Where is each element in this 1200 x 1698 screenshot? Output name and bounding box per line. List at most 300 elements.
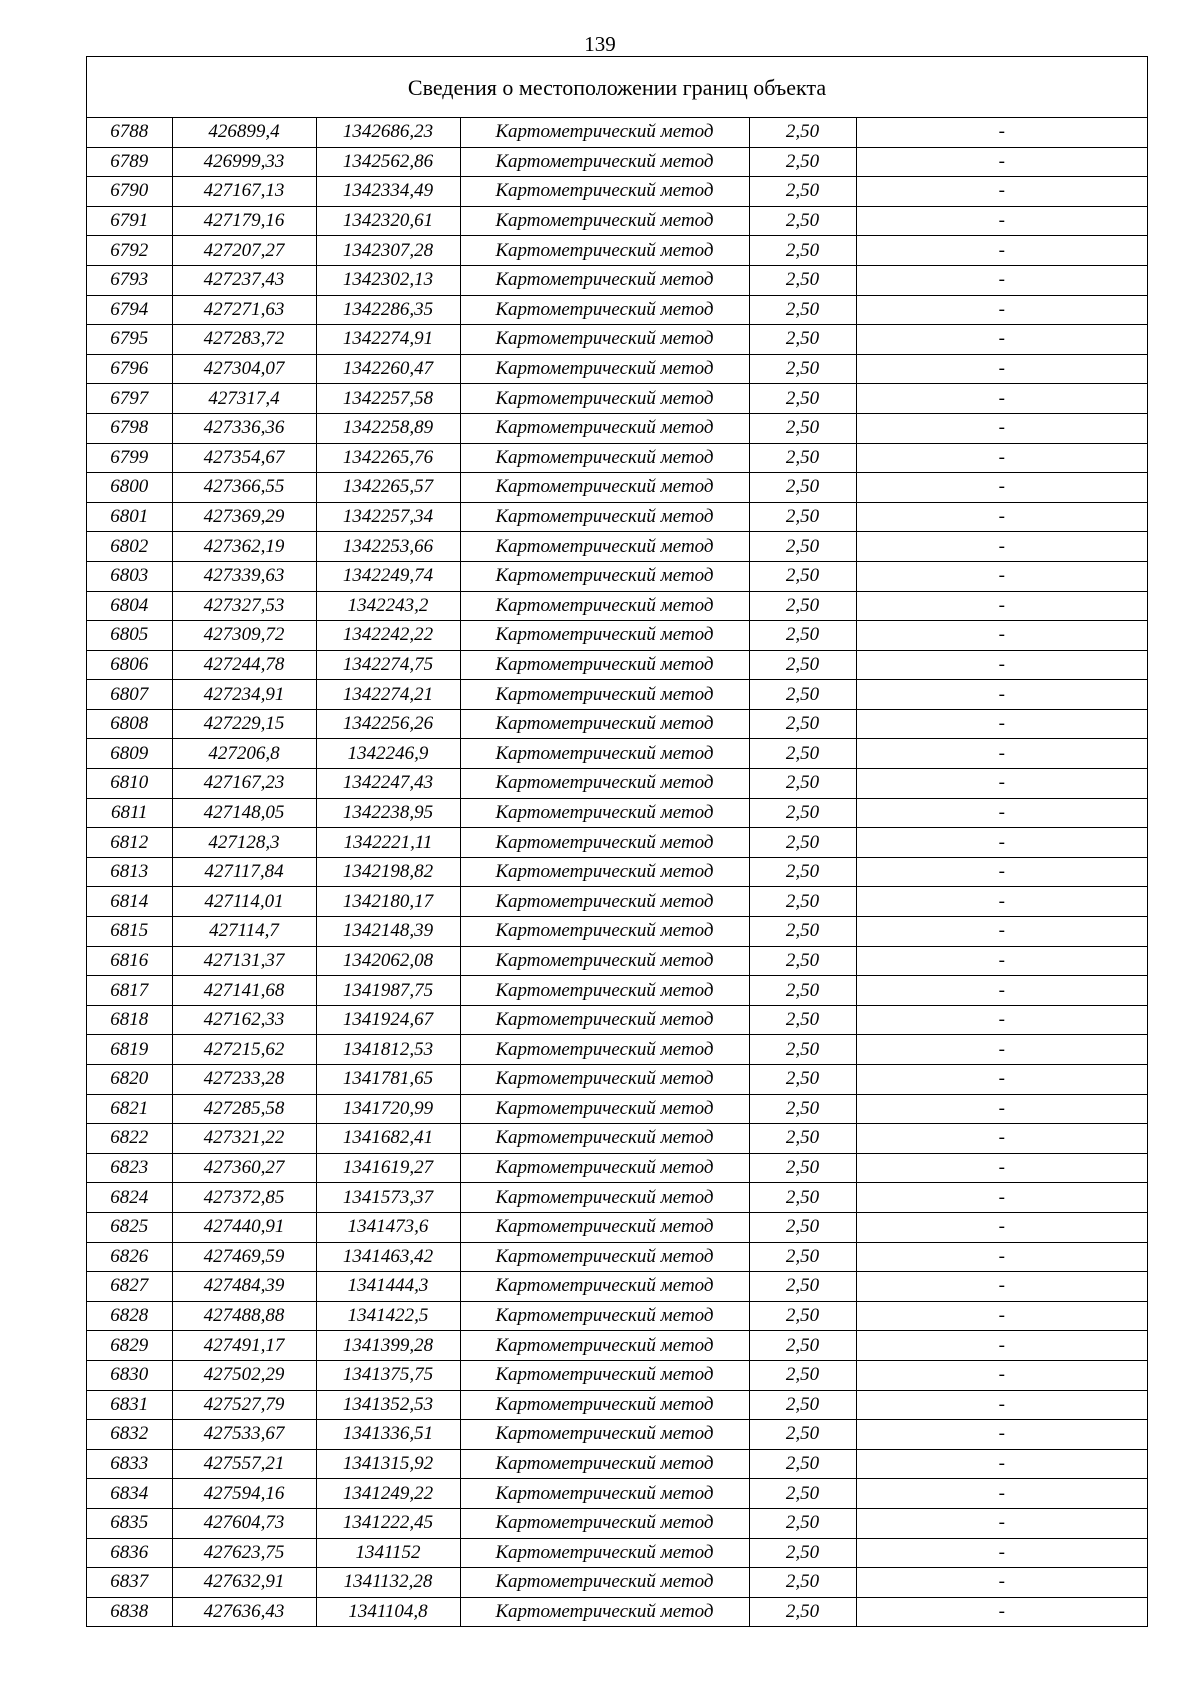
y-coordinate-cell: 1342198,82 xyxy=(316,857,460,887)
x-coordinate-cell: 427339,63 xyxy=(172,561,316,591)
y-coordinate-cell: 1341132,28 xyxy=(316,1568,460,1598)
method-cell: Картометрический метод xyxy=(460,976,749,1006)
accuracy-cell: 2,50 xyxy=(749,413,856,443)
table-row xyxy=(87,1479,1147,1509)
x-coordinate-cell: 427244,78 xyxy=(172,650,316,680)
accuracy-cell: 2,50 xyxy=(749,1597,856,1626)
note-cell: - xyxy=(856,887,1147,917)
x-coordinate-cell: 427369,29 xyxy=(172,502,316,532)
method-cell: Картометрический метод xyxy=(460,1153,749,1183)
note-cell: - xyxy=(856,1153,1147,1183)
x-coordinate-cell: 427604,73 xyxy=(172,1508,316,1538)
method-cell: Картометрический метод xyxy=(460,1005,749,1035)
method-cell: Картометрический метод xyxy=(460,917,749,947)
accuracy-cell: 2,50 xyxy=(749,354,856,384)
accuracy-cell: 2,50 xyxy=(749,1508,856,1538)
method-cell: Картометрический метод xyxy=(460,1420,749,1450)
y-coordinate-cell: 1341463,42 xyxy=(316,1242,460,1272)
note-cell: - xyxy=(856,828,1147,858)
note-cell: - xyxy=(856,709,1147,739)
x-coordinate-cell: 427502,29 xyxy=(172,1360,316,1390)
y-coordinate-cell: 1341249,22 xyxy=(316,1479,460,1509)
y-coordinate-cell: 1341473,6 xyxy=(316,1212,460,1242)
accuracy-cell: 2,50 xyxy=(749,295,856,325)
point-number-cell: 6807 xyxy=(87,680,172,710)
table-row xyxy=(87,1331,1147,1361)
y-coordinate-cell: 1342246,9 xyxy=(316,739,460,769)
x-coordinate-cell: 427309,72 xyxy=(172,621,316,651)
table-row xyxy=(87,1360,1147,1390)
y-coordinate-cell: 1342243,2 xyxy=(316,591,460,621)
accuracy-cell: 2,50 xyxy=(749,1183,856,1213)
table-row xyxy=(87,295,1147,325)
table-row xyxy=(87,1301,1147,1331)
method-cell: Картометрический метод xyxy=(460,798,749,828)
table-row xyxy=(87,502,1147,532)
table-row xyxy=(87,265,1147,295)
note-cell: - xyxy=(856,502,1147,532)
note-cell: - xyxy=(856,177,1147,207)
method-cell: Картометрический метод xyxy=(460,1568,749,1598)
x-coordinate-cell: 427623,75 xyxy=(172,1538,316,1568)
point-number-cell: 6837 xyxy=(87,1568,172,1598)
table-row xyxy=(87,413,1147,443)
y-coordinate-cell: 1342238,95 xyxy=(316,798,460,828)
y-coordinate-cell: 1342249,74 xyxy=(316,561,460,591)
x-coordinate-cell: 427131,37 xyxy=(172,946,316,976)
note-cell: - xyxy=(856,147,1147,177)
x-coordinate-cell: 427491,17 xyxy=(172,1331,316,1361)
note-cell: - xyxy=(856,1331,1147,1361)
accuracy-cell: 2,50 xyxy=(749,591,856,621)
y-coordinate-cell: 1341399,28 xyxy=(316,1331,460,1361)
note-cell: - xyxy=(856,946,1147,976)
accuracy-cell: 2,50 xyxy=(749,325,856,355)
note-cell: - xyxy=(856,1094,1147,1124)
point-number-cell: 6791 xyxy=(87,206,172,236)
note-cell: - xyxy=(856,354,1147,384)
x-coordinate-cell: 427167,23 xyxy=(172,769,316,799)
x-coordinate-cell: 427354,67 xyxy=(172,443,316,473)
accuracy-cell: 2,50 xyxy=(749,1035,856,1065)
point-number-cell: 6818 xyxy=(87,1005,172,1035)
y-coordinate-cell: 1342148,39 xyxy=(316,917,460,947)
point-number-cell: 6816 xyxy=(87,946,172,976)
point-number-cell: 6810 xyxy=(87,769,172,799)
y-coordinate-cell: 1342686,23 xyxy=(316,118,460,147)
table-row xyxy=(87,473,1147,503)
note-cell: - xyxy=(856,1212,1147,1242)
accuracy-cell: 2,50 xyxy=(749,1065,856,1095)
point-number-cell: 6796 xyxy=(87,354,172,384)
x-coordinate-cell: 427304,07 xyxy=(172,354,316,384)
boundary-sheet xyxy=(86,56,1148,1627)
table-row xyxy=(87,1538,1147,1568)
note-cell: - xyxy=(856,857,1147,887)
method-cell: Картометрический метод xyxy=(460,709,749,739)
note-cell: - xyxy=(856,1301,1147,1331)
y-coordinate-cell: 1342247,43 xyxy=(316,769,460,799)
x-coordinate-cell: 427237,43 xyxy=(172,265,316,295)
method-cell: Картометрический метод xyxy=(460,236,749,266)
table-row xyxy=(87,1449,1147,1479)
method-cell: Картометрический метод xyxy=(460,769,749,799)
accuracy-cell: 2,50 xyxy=(749,621,856,651)
accuracy-cell: 2,50 xyxy=(749,177,856,207)
table-row xyxy=(87,325,1147,355)
accuracy-cell: 2,50 xyxy=(749,473,856,503)
method-cell: Картометрический метод xyxy=(460,621,749,651)
note-cell: - xyxy=(856,621,1147,651)
y-coordinate-cell: 1341104,8 xyxy=(316,1597,460,1626)
accuracy-cell: 2,50 xyxy=(749,1094,856,1124)
y-coordinate-cell: 1342265,57 xyxy=(316,473,460,503)
point-number-cell: 6836 xyxy=(87,1538,172,1568)
accuracy-cell: 2,50 xyxy=(749,1479,856,1509)
table-row xyxy=(87,946,1147,976)
note-cell: - xyxy=(856,650,1147,680)
x-coordinate-cell: 427484,39 xyxy=(172,1272,316,1302)
point-number-cell: 6832 xyxy=(87,1420,172,1450)
table-row xyxy=(87,828,1147,858)
note-cell: - xyxy=(856,206,1147,236)
x-coordinate-cell: 427488,88 xyxy=(172,1301,316,1331)
note-cell: - xyxy=(856,1065,1147,1095)
method-cell: Картометрический метод xyxy=(460,1449,749,1479)
point-number-cell: 6792 xyxy=(87,236,172,266)
accuracy-cell: 2,50 xyxy=(749,1124,856,1154)
point-number-cell: 6800 xyxy=(87,473,172,503)
y-coordinate-cell: 1341573,37 xyxy=(316,1183,460,1213)
table-row xyxy=(87,1153,1147,1183)
coordinates-table-body xyxy=(87,118,1147,1626)
point-number-cell: 6809 xyxy=(87,739,172,769)
table-row xyxy=(87,1124,1147,1154)
point-number-cell: 6814 xyxy=(87,887,172,917)
method-cell: Картометрический метод xyxy=(460,177,749,207)
y-coordinate-cell: 1342307,28 xyxy=(316,236,460,266)
note-cell: - xyxy=(856,1420,1147,1450)
note-cell: - xyxy=(856,917,1147,947)
table-row xyxy=(87,532,1147,562)
x-coordinate-cell: 427229,15 xyxy=(172,709,316,739)
accuracy-cell: 2,50 xyxy=(749,680,856,710)
y-coordinate-cell: 1341444,3 xyxy=(316,1272,460,1302)
accuracy-cell: 2,50 xyxy=(749,1301,856,1331)
method-cell: Картометрический метод xyxy=(460,946,749,976)
y-coordinate-cell: 1341152 xyxy=(316,1538,460,1568)
accuracy-cell: 2,50 xyxy=(749,1331,856,1361)
point-number-cell: 6797 xyxy=(87,384,172,414)
table-row xyxy=(87,384,1147,414)
accuracy-cell: 2,50 xyxy=(749,798,856,828)
table-row xyxy=(87,857,1147,887)
point-number-cell: 6799 xyxy=(87,443,172,473)
table-row xyxy=(87,561,1147,591)
y-coordinate-cell: 1342265,76 xyxy=(316,443,460,473)
accuracy-cell: 2,50 xyxy=(749,384,856,414)
method-cell: Картометрический метод xyxy=(460,739,749,769)
point-number-cell: 6825 xyxy=(87,1212,172,1242)
method-cell: Картометрический метод xyxy=(460,118,749,147)
note-cell: - xyxy=(856,1272,1147,1302)
x-coordinate-cell: 427233,28 xyxy=(172,1065,316,1095)
x-coordinate-cell: 427527,79 xyxy=(172,1390,316,1420)
method-cell: Картометрический метод xyxy=(460,1035,749,1065)
method-cell: Картометрический метод xyxy=(460,650,749,680)
x-coordinate-cell: 427285,58 xyxy=(172,1094,316,1124)
accuracy-cell: 2,50 xyxy=(749,917,856,947)
coordinates-table xyxy=(87,118,1147,1626)
accuracy-cell: 2,50 xyxy=(749,1420,856,1450)
note-cell: - xyxy=(856,1479,1147,1509)
y-coordinate-cell: 1342256,26 xyxy=(316,709,460,739)
y-coordinate-cell: 1341781,65 xyxy=(316,1065,460,1095)
y-coordinate-cell: 1342062,08 xyxy=(316,946,460,976)
point-number-cell: 6808 xyxy=(87,709,172,739)
accuracy-cell: 2,50 xyxy=(749,946,856,976)
method-cell: Картометрический метод xyxy=(460,413,749,443)
x-coordinate-cell: 427167,13 xyxy=(172,177,316,207)
accuracy-cell: 2,50 xyxy=(749,1242,856,1272)
note-cell: - xyxy=(856,739,1147,769)
note-cell: - xyxy=(856,1035,1147,1065)
point-number-cell: 6813 xyxy=(87,857,172,887)
accuracy-cell: 2,50 xyxy=(749,739,856,769)
table-row xyxy=(87,709,1147,739)
method-cell: Картометрический метод xyxy=(460,1065,749,1095)
x-coordinate-cell: 427148,05 xyxy=(172,798,316,828)
point-number-cell: 6811 xyxy=(87,798,172,828)
method-cell: Картометрический метод xyxy=(460,1597,749,1626)
x-coordinate-cell: 427207,27 xyxy=(172,236,316,266)
note-cell: - xyxy=(856,532,1147,562)
note-cell: - xyxy=(856,413,1147,443)
point-number-cell: 6801 xyxy=(87,502,172,532)
method-cell: Картометрический метод xyxy=(460,354,749,384)
note-cell: - xyxy=(856,1005,1147,1035)
page-number: 139 xyxy=(584,32,616,56)
note-cell: - xyxy=(856,384,1147,414)
x-coordinate-cell: 427271,63 xyxy=(172,295,316,325)
note-cell: - xyxy=(856,1360,1147,1390)
table-row xyxy=(87,1005,1147,1035)
note-cell: - xyxy=(856,1538,1147,1568)
point-number-cell: 6820 xyxy=(87,1065,172,1095)
note-cell: - xyxy=(856,473,1147,503)
table-row xyxy=(87,1420,1147,1450)
table-row xyxy=(87,887,1147,917)
method-cell: Картометрический метод xyxy=(460,1360,749,1390)
point-number-cell: 6828 xyxy=(87,1301,172,1331)
table-row xyxy=(87,354,1147,384)
method-cell: Картометрический метод xyxy=(460,1272,749,1302)
point-number-cell: 6819 xyxy=(87,1035,172,1065)
point-number-cell: 6802 xyxy=(87,532,172,562)
y-coordinate-cell: 1342253,66 xyxy=(316,532,460,562)
x-coordinate-cell: 427336,36 xyxy=(172,413,316,443)
point-number-cell: 6817 xyxy=(87,976,172,1006)
accuracy-cell: 2,50 xyxy=(749,1153,856,1183)
y-coordinate-cell: 1341336,51 xyxy=(316,1420,460,1450)
method-cell: Картометрический метод xyxy=(460,680,749,710)
method-cell: Картометрический метод xyxy=(460,1242,749,1272)
point-number-cell: 6833 xyxy=(87,1449,172,1479)
y-coordinate-cell: 1342257,58 xyxy=(316,384,460,414)
y-coordinate-cell: 1342258,89 xyxy=(316,413,460,443)
table-row xyxy=(87,976,1147,1006)
note-cell: - xyxy=(856,1242,1147,1272)
accuracy-cell: 2,50 xyxy=(749,709,856,739)
accuracy-cell: 2,50 xyxy=(749,1005,856,1035)
table-row xyxy=(87,1212,1147,1242)
note-cell: - xyxy=(856,1449,1147,1479)
note-cell: - xyxy=(856,798,1147,828)
note-cell: - xyxy=(856,1183,1147,1213)
method-cell: Картометрический метод xyxy=(460,857,749,887)
table-row xyxy=(87,680,1147,710)
note-cell: - xyxy=(856,769,1147,799)
point-number-cell: 6806 xyxy=(87,650,172,680)
accuracy-cell: 2,50 xyxy=(749,1390,856,1420)
y-coordinate-cell: 1341375,75 xyxy=(316,1360,460,1390)
x-coordinate-cell: 426899,4 xyxy=(172,118,316,147)
point-number-cell: 6804 xyxy=(87,591,172,621)
y-coordinate-cell: 1342302,13 xyxy=(316,265,460,295)
table-row xyxy=(87,621,1147,651)
accuracy-cell: 2,50 xyxy=(749,887,856,917)
y-coordinate-cell: 1341682,41 xyxy=(316,1124,460,1154)
y-coordinate-cell: 1342274,21 xyxy=(316,680,460,710)
y-coordinate-cell: 1342320,61 xyxy=(316,206,460,236)
table-row xyxy=(87,739,1147,769)
section-title: Сведения о местоположении границ объекта xyxy=(87,57,1147,118)
point-number-cell: 6835 xyxy=(87,1508,172,1538)
x-coordinate-cell: 427594,16 xyxy=(172,1479,316,1509)
note-cell: - xyxy=(856,561,1147,591)
table-row xyxy=(87,1597,1147,1626)
accuracy-cell: 2,50 xyxy=(749,1449,856,1479)
method-cell: Картометрический метод xyxy=(460,1094,749,1124)
point-number-cell: 6788 xyxy=(87,118,172,147)
table-row xyxy=(87,147,1147,177)
table-row xyxy=(87,443,1147,473)
table-row xyxy=(87,1094,1147,1124)
x-coordinate-cell: 427128,3 xyxy=(172,828,316,858)
point-number-cell: 6789 xyxy=(87,147,172,177)
y-coordinate-cell: 1342257,34 xyxy=(316,502,460,532)
x-coordinate-cell: 427360,27 xyxy=(172,1153,316,1183)
accuracy-cell: 2,50 xyxy=(749,769,856,799)
method-cell: Картометрический метод xyxy=(460,828,749,858)
method-cell: Картометрический метод xyxy=(460,1212,749,1242)
table-row xyxy=(87,650,1147,680)
x-coordinate-cell: 427114,01 xyxy=(172,887,316,917)
note-cell: - xyxy=(856,443,1147,473)
y-coordinate-cell: 1341222,45 xyxy=(316,1508,460,1538)
table-row xyxy=(87,1508,1147,1538)
x-coordinate-cell: 427632,91 xyxy=(172,1568,316,1598)
note-cell: - xyxy=(856,680,1147,710)
accuracy-cell: 2,50 xyxy=(749,265,856,295)
method-cell: Картометрический метод xyxy=(460,147,749,177)
point-number-cell: 6823 xyxy=(87,1153,172,1183)
y-coordinate-cell: 1341619,27 xyxy=(316,1153,460,1183)
x-coordinate-cell: 427317,4 xyxy=(172,384,316,414)
point-number-cell: 6824 xyxy=(87,1183,172,1213)
method-cell: Картометрический метод xyxy=(460,1183,749,1213)
note-cell: - xyxy=(856,1390,1147,1420)
table-row xyxy=(87,1272,1147,1302)
y-coordinate-cell: 1341924,67 xyxy=(316,1005,460,1035)
y-coordinate-cell: 1341720,99 xyxy=(316,1094,460,1124)
point-number-cell: 6834 xyxy=(87,1479,172,1509)
method-cell: Картометрический метод xyxy=(460,1390,749,1420)
x-coordinate-cell: 427234,91 xyxy=(172,680,316,710)
note-cell: - xyxy=(856,236,1147,266)
method-cell: Картометрический метод xyxy=(460,887,749,917)
accuracy-cell: 2,50 xyxy=(749,502,856,532)
method-cell: Картометрический метод xyxy=(460,325,749,355)
accuracy-cell: 2,50 xyxy=(749,1272,856,1302)
point-number-cell: 6821 xyxy=(87,1094,172,1124)
point-number-cell: 6803 xyxy=(87,561,172,591)
x-coordinate-cell: 427283,72 xyxy=(172,325,316,355)
x-coordinate-cell: 427321,22 xyxy=(172,1124,316,1154)
accuracy-cell: 2,50 xyxy=(749,650,856,680)
accuracy-cell: 2,50 xyxy=(749,1568,856,1598)
accuracy-cell: 2,50 xyxy=(749,857,856,887)
point-number-cell: 6829 xyxy=(87,1331,172,1361)
table-row xyxy=(87,769,1147,799)
point-number-cell: 6790 xyxy=(87,177,172,207)
method-cell: Картометрический метод xyxy=(460,502,749,532)
x-coordinate-cell: 427469,59 xyxy=(172,1242,316,1272)
note-cell: - xyxy=(856,265,1147,295)
method-cell: Картометрический метод xyxy=(460,1508,749,1538)
y-coordinate-cell: 1342274,91 xyxy=(316,325,460,355)
x-coordinate-cell: 427114,7 xyxy=(172,917,316,947)
table-row xyxy=(87,917,1147,947)
point-number-cell: 6826 xyxy=(87,1242,172,1272)
note-cell: - xyxy=(856,1124,1147,1154)
accuracy-cell: 2,50 xyxy=(749,1538,856,1568)
point-number-cell: 6793 xyxy=(87,265,172,295)
x-coordinate-cell: 427179,16 xyxy=(172,206,316,236)
method-cell: Картометрический метод xyxy=(460,1331,749,1361)
y-coordinate-cell: 1341315,92 xyxy=(316,1449,460,1479)
method-cell: Картометрический метод xyxy=(460,591,749,621)
x-coordinate-cell: 427533,67 xyxy=(172,1420,316,1450)
method-cell: Картометрический метод xyxy=(460,206,749,236)
y-coordinate-cell: 1342334,49 xyxy=(316,177,460,207)
table-row xyxy=(87,206,1147,236)
accuracy-cell: 2,50 xyxy=(749,118,856,147)
accuracy-cell: 2,50 xyxy=(749,236,856,266)
method-cell: Картометрический метод xyxy=(460,561,749,591)
y-coordinate-cell: 1341352,53 xyxy=(316,1390,460,1420)
note-cell: - xyxy=(856,325,1147,355)
y-coordinate-cell: 1342286,35 xyxy=(316,295,460,325)
x-coordinate-cell: 426999,33 xyxy=(172,147,316,177)
x-coordinate-cell: 427636,43 xyxy=(172,1597,316,1626)
table-row xyxy=(87,236,1147,266)
note-cell: - xyxy=(856,295,1147,325)
point-number-cell: 6827 xyxy=(87,1272,172,1302)
note-cell: - xyxy=(856,1508,1147,1538)
x-coordinate-cell: 427362,19 xyxy=(172,532,316,562)
y-coordinate-cell: 1342242,22 xyxy=(316,621,460,651)
